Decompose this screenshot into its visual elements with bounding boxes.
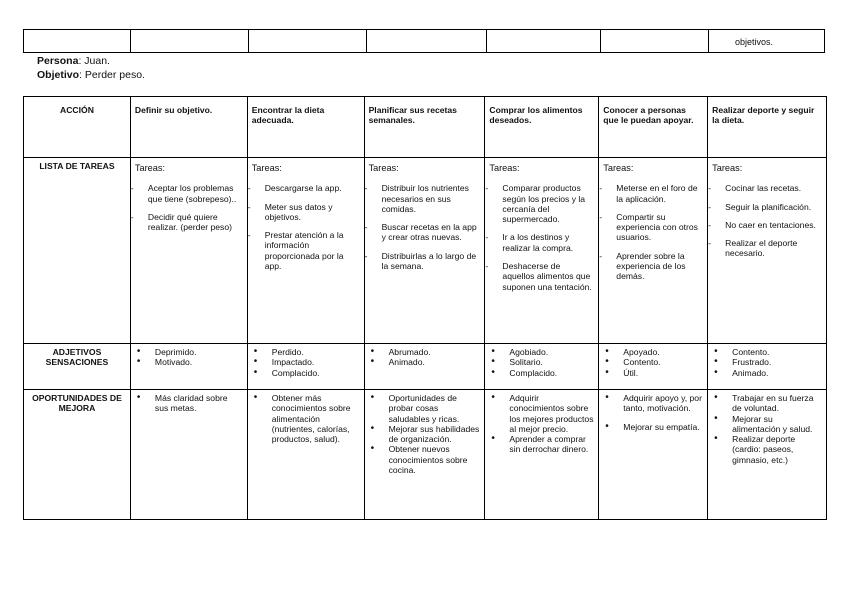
task-item: - Seguir la planificación. [712,202,822,212]
prev-cell [131,30,249,53]
tareas-cell [247,158,364,344]
tareas-label: Tareas: [489,163,520,173]
task-item: - Distribuirlas a lo largo de la semana. [369,251,481,272]
tareas-cell [599,158,708,344]
adjetivos-cell [130,344,247,390]
adjetivos-cell [364,344,485,390]
list-item: • Frustrado. [726,357,822,367]
list-item: • Trabajar en su fuerza de voluntad. [726,393,822,414]
list-item: • Impactado. [266,357,360,367]
adjetivos-cell [599,344,708,390]
tareas-label: Tareas: [603,163,634,173]
list-item: • Obtener más conocimientos sobre alimentación (nutrientes, calorías, productos, salud). [266,393,360,444]
list-item: • Mejorar su alimentación y salud. [726,414,822,435]
task-item: - Decidir qué quiere realizar. (perder peso) [135,212,243,233]
header-row [24,97,827,158]
list-item: • Complacido. [503,368,594,378]
tareas-cell [130,158,247,344]
prev-cell-objetivos: objetivos. [709,30,825,53]
header-cell: Planificar sus recetas semanales. [364,97,485,158]
oportunidades-cell [364,390,485,520]
objetivo-line [37,69,145,81]
objetivo-value: : Perder peso. [79,69,145,81]
task-item: - Prestar atención a la información proporcionada por la app. [252,230,360,271]
task-item: - Descargarse la app. [252,183,360,193]
tareas-cell [364,158,485,344]
header-accion: ACCIÓN [24,97,131,158]
list-item: • Motivado. [149,357,243,367]
prev-cell [249,30,367,53]
task-item: - Aprender sobre la experiencia de los demás. [603,251,703,282]
task-item: - Meter sus datos y objetivos. [252,202,360,223]
oportunidades-cell [708,390,827,520]
task-item: - Compartir su experiencia con otros usuarios. [603,212,703,243]
header-cell: Comprar los alimentos deseados. [485,97,599,158]
prev-cell [24,30,131,53]
row-label-tareas: LISTA DE TAREAS [24,158,131,344]
list-item: • Adquirir conocimientos sobre los mejores productos al mejor precio. [503,393,594,434]
task-item: - Cocinar las recetas. [712,183,822,193]
adjetivos-cell [485,344,599,390]
prev-cell [487,30,601,53]
oportunidades-cell [485,390,599,520]
header-cell: Encontrar la dieta adecuada. [247,97,364,158]
list-item: • Animado. [726,368,822,378]
list-item: • Mejorar sus habilidades de organización. [383,424,481,445]
objetivo-label: Objetivo [37,69,80,81]
tareas-cell [485,158,599,344]
prev-cell [601,30,709,53]
list-item: • Complacido. [266,368,360,378]
header-cell: Conocer a personas que le puedan apoyar. [599,97,708,158]
list-item: • Mejorar su empatía. [617,422,703,432]
tareas-row [24,158,827,344]
list-item: • Obtener nuevos conocimientos sobre cocina. [383,444,481,475]
task-item: - Meterse en el foro de la aplicación. [603,183,703,204]
customer-journey-table [23,96,827,520]
tareas-label: Tareas: [712,163,743,173]
list-item: • Deprimido. [149,347,243,357]
persona-label: Persona [37,55,79,67]
tareas-label: Tareas: [368,163,399,173]
persona-value: : Juan. [78,55,110,67]
row-label-adjetivos: ADJETIVOS SENSACIONES [24,344,131,390]
prev-cell [367,30,487,53]
list-item: • Agobiado. [503,347,594,357]
tareas-label: Tareas: [251,163,282,173]
task-item: - Buscar recetas en la app y crear otras nuevas. [369,222,481,243]
task-item: - Realizar el deporte necesario. [712,238,822,259]
task-item: - No caer en tentaciones. [712,220,822,230]
oportunidades-row [24,390,827,520]
oportunidades-cell [130,390,247,520]
list-item: • Abrumado. [383,347,481,357]
persona-line [37,55,110,67]
header-cell: Definir su objetivo. [130,97,247,158]
previous-table-fragment [23,29,825,53]
list-item: • Contento. [617,357,703,367]
list-item: • Realizar deporte (cardio: paseos, gimnasio, etc.) [726,434,822,465]
adjetivos-row [24,344,827,390]
list-item: • Animado. [383,357,481,367]
list-item: • Más claridad sobre sus metas. [149,393,243,414]
adjetivos-cell [247,344,364,390]
list-item: • Adquirir apoyo y, por tanto, motivación. [617,393,703,414]
list-item: • Apoyado. [617,347,703,357]
tareas-label: Tareas: [134,163,166,173]
task-item: - Deshacerse de aquellos alimentos que suponen una tentación. [489,261,594,292]
list-item: • Oportunidades de probar cosas saludables y ricas. [383,393,481,424]
adjetivos-cell [708,344,827,390]
task-item: - Aceptar los problemas que tiene (sobrepeso).. [135,183,243,204]
list-item: • Solitario. [503,357,594,367]
list-item: • Útil. [617,368,703,378]
oportunidades-cell [247,390,364,520]
task-item: - Ir a los destinos y realizar la compra. [489,232,594,253]
task-item: - Distribuir los nutrientes necesarios en sus comidas. [369,183,481,214]
list-item: • Aprender a comprar sin derrochar dinero. [503,434,594,455]
list-item: • Contento. [726,347,822,357]
row-label-oportunidades: OPORTUNIDADES DE MEJORA [24,390,131,520]
task-item: - Comparar productos según los precios y la cercanía del supermercado. [489,183,594,224]
header-cell: Realizar deporte y seguir la dieta. [708,97,827,158]
list-item: • Perdido. [266,347,360,357]
tareas-cell [708,158,827,344]
oportunidades-cell [599,390,708,520]
